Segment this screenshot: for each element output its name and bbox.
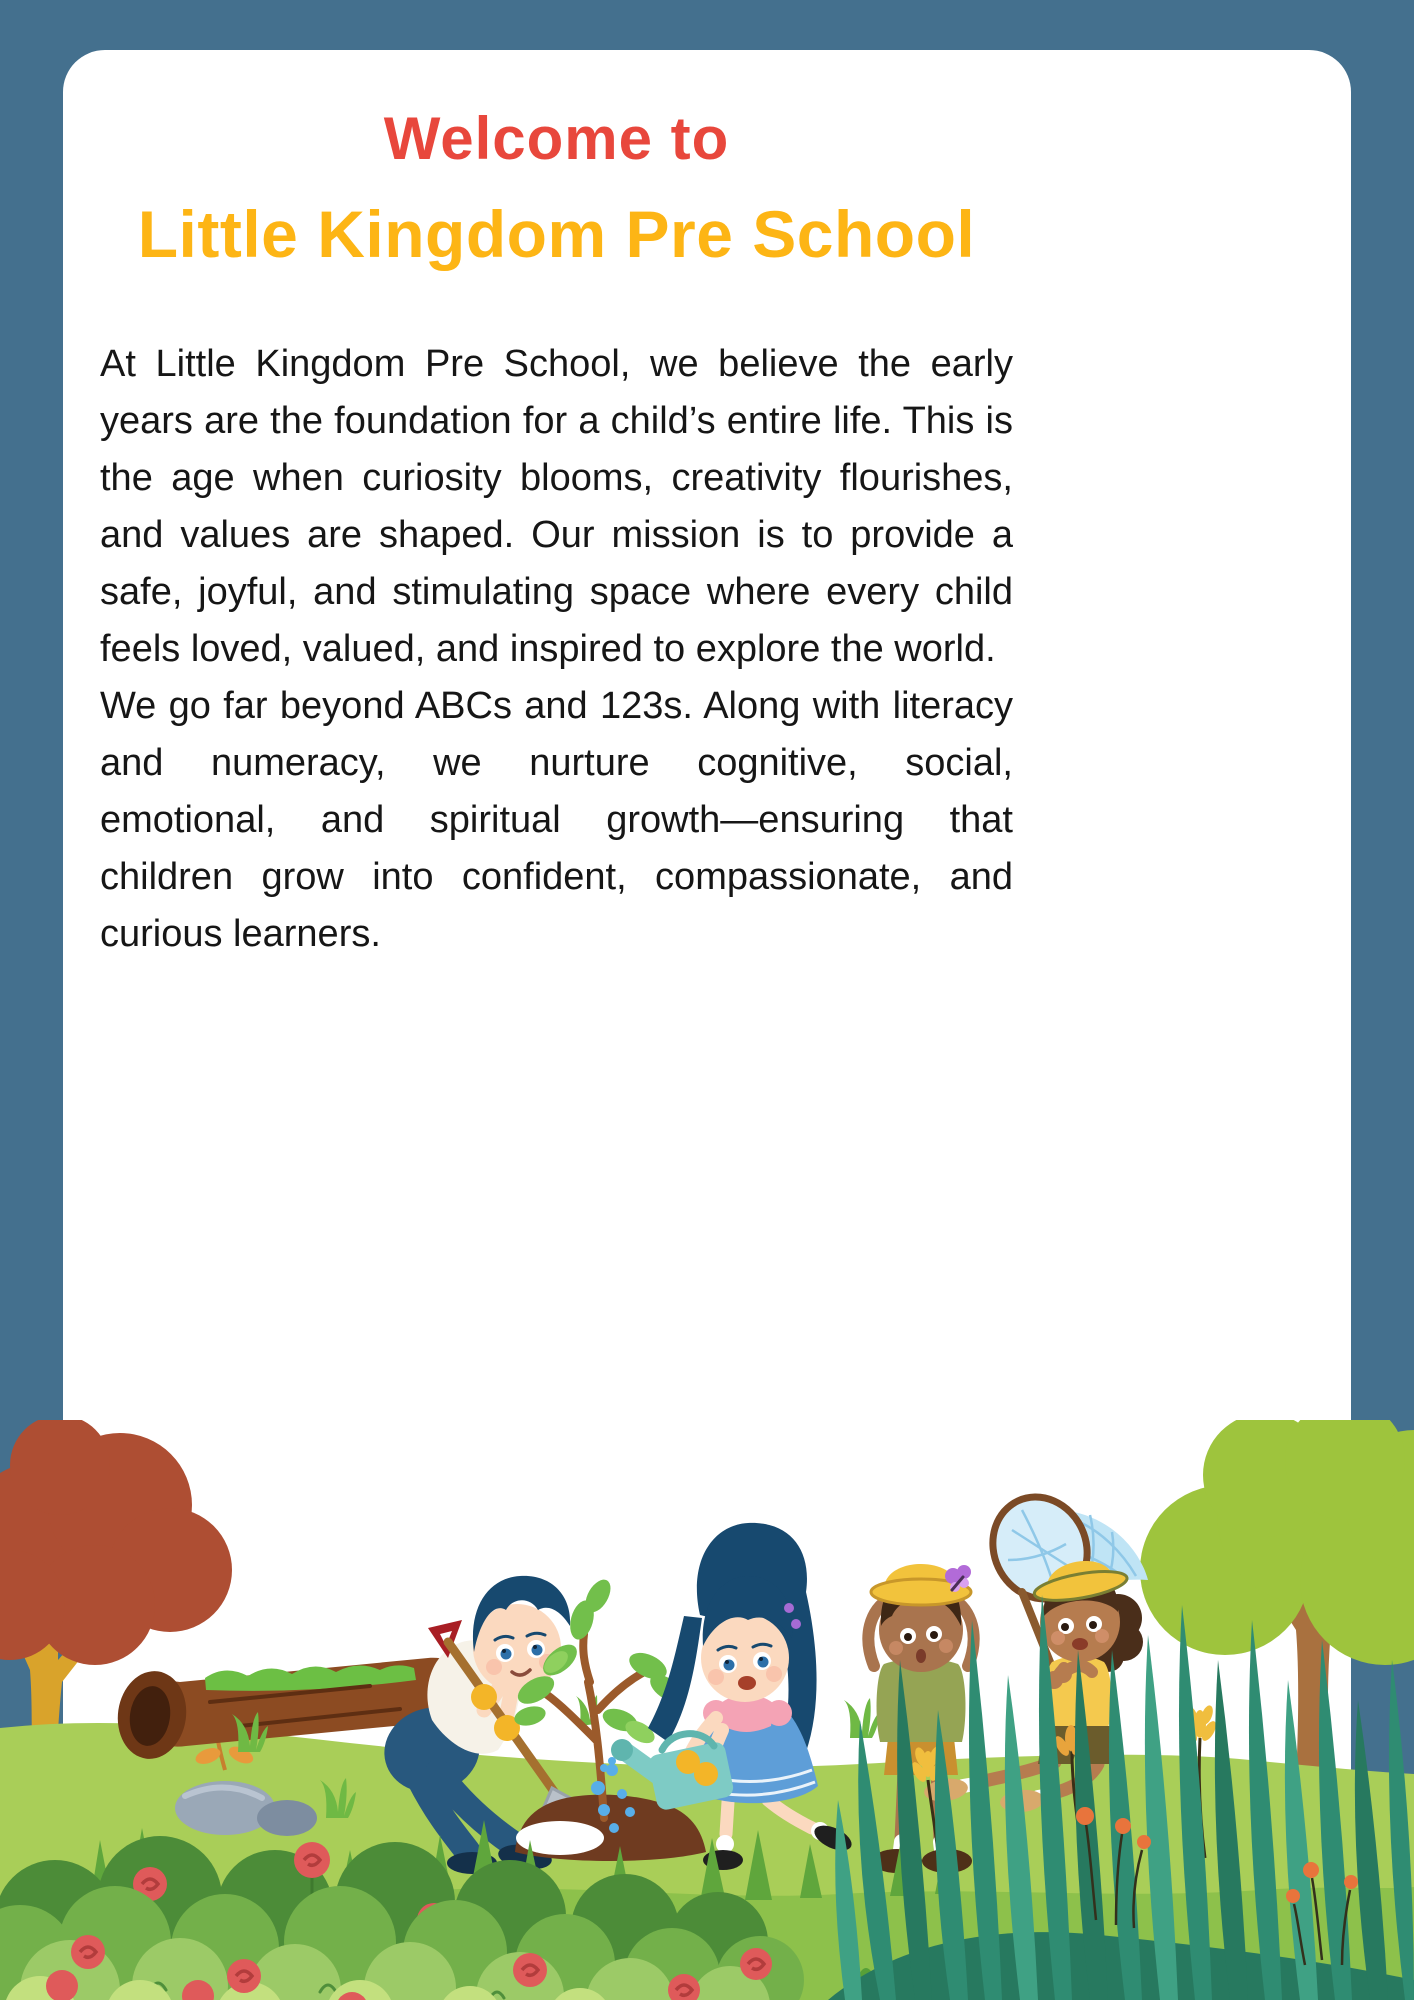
garden-illustration — [0, 1420, 1414, 2000]
intro-paragraph-2: We go far beyond ABCs and 123s. Along with literacy and numeracy, we nurture cognitive, social, emotional, and spiritual growth—ensuring that children grow into confident, compassionate, and curious learners. — [100, 685, 1013, 955]
page-title-line1: Welcome to — [383, 105, 730, 172]
intro-paragraph-1: At Little Kingdom Pre School, we believe the early years are the foundation for a child’s entire life. This is the age when curiosity blooms, creativity flourishes, and values are shaped. Our mission is to provide a safe, joyful, and stimulating space where every child feels loved, valued, and inspired to explore the world. — [100, 343, 1013, 670]
page-title-line2: Little Kingdom Pre School — [137, 197, 976, 271]
intro-text — [100, 336, 1013, 963]
